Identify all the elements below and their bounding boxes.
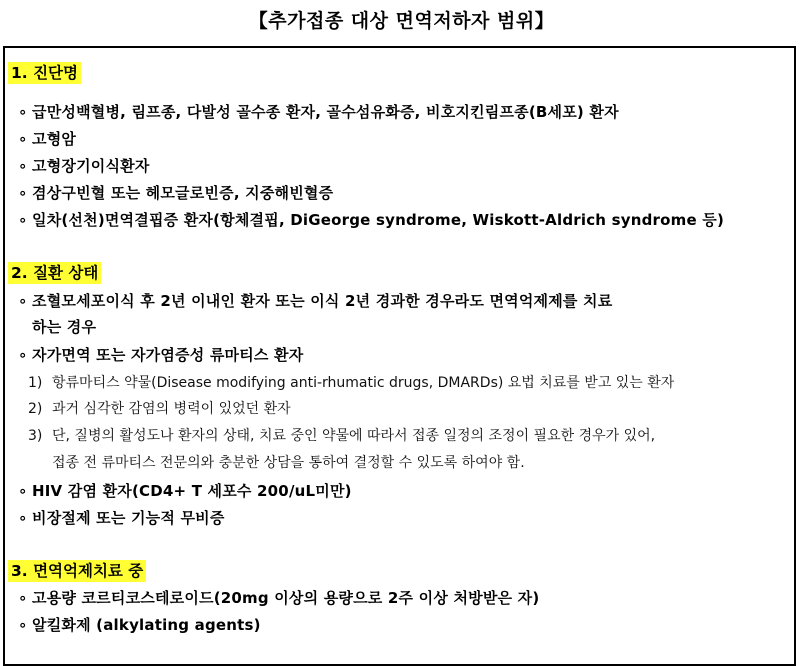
list-item: ∘ 겸상구빈혈 또는 헤모글로빈증, 지중해빈혈증 [18, 184, 334, 202]
bullet-icon: ∘ [18, 509, 28, 527]
bullet-icon: ∘ [18, 211, 28, 229]
bullet-icon: ∘ [18, 184, 28, 202]
bullet-icon: ∘ [18, 589, 28, 607]
sub-item: 2) 과거 심각한 감염의 병력이 있었던 환자 [28, 401, 291, 417]
section-heading-diagnosis: 1. 진단명 [8, 62, 81, 84]
list-item: ∘ 고형암 [18, 130, 77, 148]
list-item: ∘ 고형장기이식환자 [18, 157, 150, 175]
list-item: ∘ 자가면역 또는 자가염증성 류마티스 환자 [18, 346, 304, 364]
list-item: ∘ 일차(선천)면역결핍증 환자(항체결핍, DiGeorge syndrome, Wiskott-Aldrich syndrome 등) [18, 211, 724, 229]
sub-item: 1) 항류마티스 약물(Disease modifying anti-rhumatic drugs, DMARDs) 요법 치료를 받고 있는 환자 [28, 375, 675, 391]
bullet-icon: ∘ [18, 130, 28, 148]
bullet-icon: ∘ [18, 616, 28, 634]
list-item: ∘ 비장절제 또는 기능적 무비증 [18, 509, 225, 527]
list-item: ∘ 알킬화제 (alkylating agents) [18, 616, 261, 634]
bullet-icon: ∘ [18, 346, 28, 364]
list-item-continuation: 하는 경우 [32, 318, 97, 336]
bullet-icon: ∘ [18, 103, 28, 121]
bullet-icon: ∘ [18, 482, 28, 500]
list-item: ∘ 급만성백혈병, 림프종, 다발성 골수종 환자, 골수섬유화증, 비호지킨림프종(B세포) 환자 [18, 103, 619, 121]
bullet-icon: ∘ [18, 292, 28, 310]
sub-item: 3) 단, 질병의 활성도나 환자의 상태, 치료 중인 약물에 따라서 접종 일정의 조정이 필요한 경우가 있어, [28, 428, 656, 444]
section-heading-immunosuppression: 3. 면역억제치료 중 [8, 560, 146, 582]
page-title: 【추가접종 대상 면역저하자 범위】 [248, 10, 555, 32]
section-heading-condition: 2. 질환 상태 [8, 262, 101, 284]
list-item: ∘ 고용량 코르티코스테로이드(20mg 이상의 용량으로 2주 이상 처방받은 자) [18, 589, 540, 607]
list-item: ∘ 조혈모세포이식 후 2년 이내인 환자 또는 이식 2년 경과한 경우라도 면역억제제를 치료 [18, 292, 613, 310]
sub-item-continuation: 접종 전 류마티스 전문의와 충분한 상담을 통하여 결정할 수 있도록 하여야 함. [52, 455, 525, 471]
list-item: ∘ HIV 감염 환자(CD4+ T 세포수 200/uL미만) [18, 482, 352, 500]
bullet-icon: ∘ [18, 157, 28, 175]
